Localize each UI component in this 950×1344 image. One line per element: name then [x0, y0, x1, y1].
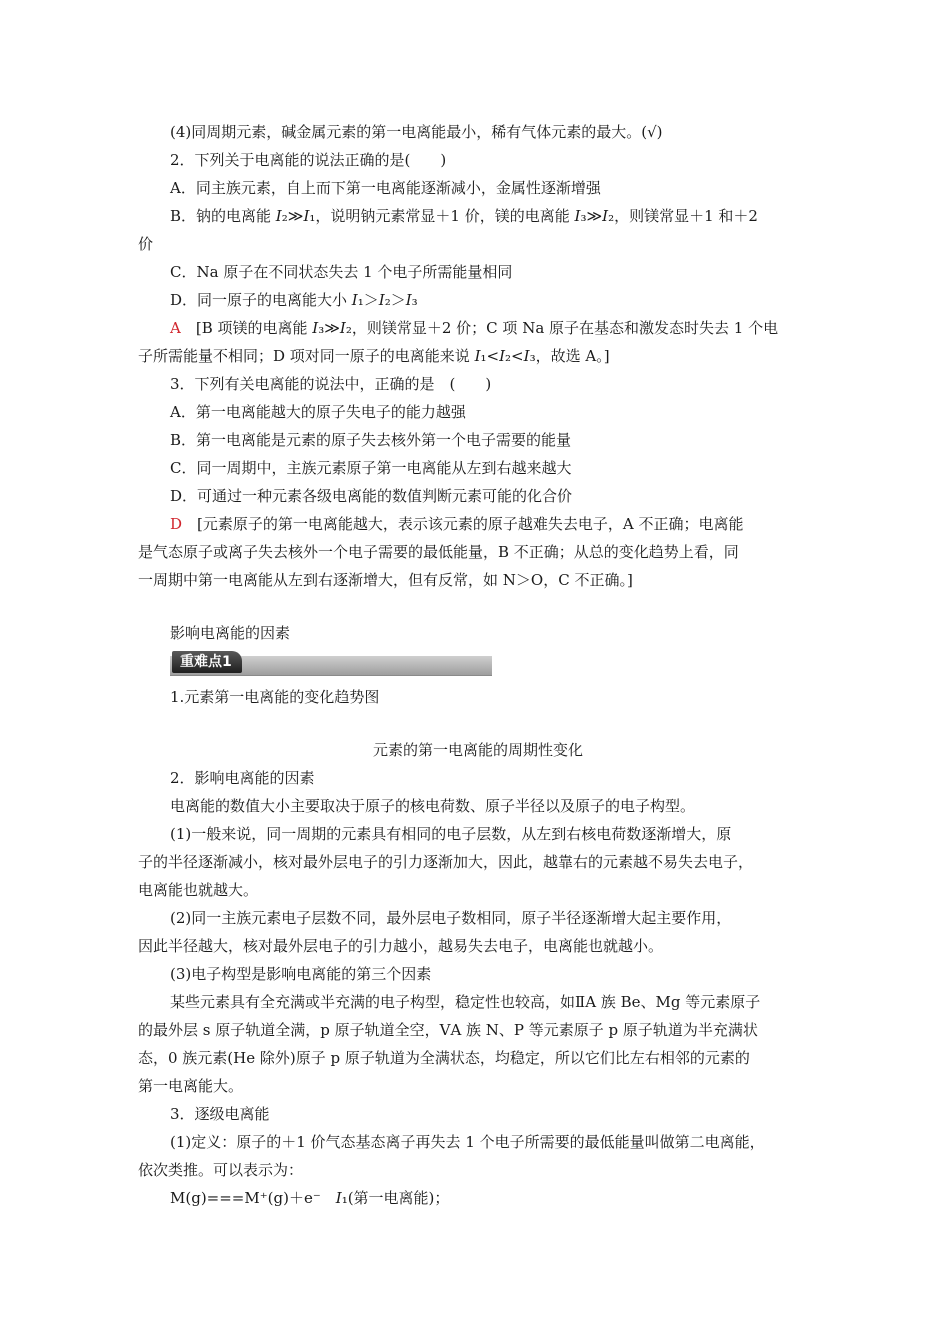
answer-line-4: (4)同周期元素，碱金属元素的第一电离能最小，稀有气体元素的最大。(√)	[170, 123, 663, 141]
question-3-option-c: C．同一周期中，主族元素原子第一电离能从左到右越来越大	[170, 459, 572, 477]
text-run: ₂<	[505, 347, 524, 365]
text-run: ₃≫	[580, 207, 603, 225]
symbol-i: I	[405, 291, 412, 309]
text-run: B．钠的电离能	[170, 207, 276, 225]
symbol-i: I	[275, 207, 282, 225]
paragraph-line: (2)同一主族元素电子层数不同，最外层电子数相同，原子半径逐渐增大起主要作用，	[170, 909, 732, 927]
answer-key: A	[170, 319, 181, 337]
question-2-answer-cont	[138, 346, 818, 366]
figure-caption: 元素的第一电离能的周期性变化	[372, 741, 583, 759]
symbol-i: I	[602, 207, 609, 225]
text-run: ₃≫	[318, 319, 340, 337]
subheading-3: 3．逐级电离能	[170, 1105, 270, 1123]
symbol-i: I	[378, 291, 385, 309]
text-run: 子所需能量不相同；D 项对同一原子的电离能来说	[138, 347, 475, 365]
paragraph-line: 第一电离能大。	[138, 1077, 244, 1095]
symbol-i: I	[474, 347, 481, 365]
symbol-i: I	[523, 347, 530, 365]
text-run: ₂＞	[384, 291, 406, 309]
text-run: D．同一原子的电离能大小	[170, 291, 352, 309]
symbol-i: I	[335, 1189, 342, 1207]
paragraph-line: 电离能也就越大。	[138, 881, 259, 899]
paragraph-line: 因此半径越大，核对最外层电子的引力越小，越易失去电子，电离能也就越小。	[138, 937, 664, 955]
section-badge: 重难点1	[172, 651, 242, 673]
symbol-i: I	[499, 347, 506, 365]
equation-line	[170, 1188, 850, 1208]
question-2-answer	[170, 318, 850, 338]
text-run: ₂≫	[281, 207, 304, 225]
text-run: ₁<	[480, 347, 500, 365]
symbol-i: I	[312, 319, 319, 337]
paragraph-line: 电离能的数值大小主要取决于原子的核电荷数、原子半径以及原子的电子构型。	[170, 797, 696, 815]
question-3-option-b: B．第一电离能是元素的原子失去核外第一个电子需要的能量	[170, 431, 572, 449]
question-3-option-a: A．第一电离能越大的原子失电子的能力越强	[170, 403, 466, 421]
paragraph-line: 态，0 族元素(He 除外)原子 p 原子轨道为全满状态，均稳定，所以它们比左右相邻的元素的	[138, 1049, 750, 1067]
symbol-i: I	[574, 207, 581, 225]
paragraph-line: 某些元素具有全充满或半充满的电子构型，稳定性也较高，如ⅡA 族 Be、Mg 等元素原子	[170, 993, 761, 1011]
question-3-answer-cont-1: 是气态原子或离子失去核外一个电子需要的最低能量，B 不正确；从总的变化趋势上看，同	[138, 543, 739, 561]
paragraph-line: (1)定义：原子的＋1 价气态基态离子再失去 1 个电子所需要的最低能量叫做第二电离能，	[170, 1133, 765, 1151]
question-2-option-b	[170, 206, 850, 226]
question-2-option-c: C．Na 原子在不同状态失去 1 个电子所需能量相同	[170, 263, 513, 281]
subheading-1: 1.元素第一电离能的变化趋势图	[170, 688, 380, 706]
answer-key: D	[170, 515, 183, 533]
text-run: ₃	[411, 291, 418, 309]
paragraph-line: 的最外层 s 原子轨道全满，p 原子轨道全空，ⅤA 族 N、P 等元素原子 p 原子轨道为半充满状	[138, 1021, 758, 1039]
question-2-option-d	[170, 290, 850, 310]
paragraph-line: (3)电子构型是影响电离能的第三个因素	[170, 965, 432, 983]
text-run: [元素原子的第一电离能越大，表示该元素的原子越难失去电子，A 不正确；电离能	[182, 515, 744, 533]
section-title: 影响电离能的因素	[170, 624, 291, 642]
symbol-i: I	[351, 291, 358, 309]
text-run: ₂，则镁常显＋2 价；C 项 Na 原子在基态和激发态时失去 1 个电	[345, 319, 779, 337]
text-run: ₁，说明钠元素常显＋1 价，镁的电离能	[309, 207, 575, 225]
symbol-i: I	[339, 319, 346, 337]
subheading-2: 2．影响电离能的因素	[170, 769, 315, 787]
question-3-answer	[170, 514, 850, 534]
question-2-stem: 2．下列关于电离能的说法正确的是( )	[170, 151, 447, 169]
question-3-answer-cont-2: 一周期中第一电离能从左到右逐渐增大，但有反常，如 N＞O，C 不正确。]	[138, 571, 633, 589]
text-run: ₁＞	[357, 291, 379, 309]
text-run: ₁(第一电离能)；	[341, 1189, 450, 1207]
text-run: M(g)===M⁺(g)＋e⁻	[170, 1189, 336, 1207]
paragraph-line: 依次类推。可以表示为：	[138, 1161, 304, 1179]
question-2-option-a: A．同主族元素，自上而下第一电离能逐渐减小，金属性逐渐增强	[170, 179, 601, 197]
text-run: ₃，故选 A。]	[529, 347, 610, 365]
question-2-option-b-cont: 价	[138, 235, 154, 253]
text-run: ₂，则镁常显＋1 和＋2	[608, 207, 758, 225]
question-3-stem: 3．下列有关电离能的说法中，正确的是 ( )	[170, 375, 492, 393]
question-3-option-d: D．可通过一种元素各级电离能的数值判断元素可能的化合价	[170, 487, 573, 505]
paragraph-line: 子的半径逐渐减小，核对最外层电子的引力逐渐加大，因此，越靠右的元素越不易失去电子，	[138, 853, 754, 871]
text-run: [B 项镁的电离能	[180, 319, 313, 337]
paragraph-line: (1)一般来说，同一周期的元素具有相同的电子层数，从左到右核电荷数逐渐增大，原	[170, 825, 732, 843]
symbol-i: I	[303, 207, 310, 225]
